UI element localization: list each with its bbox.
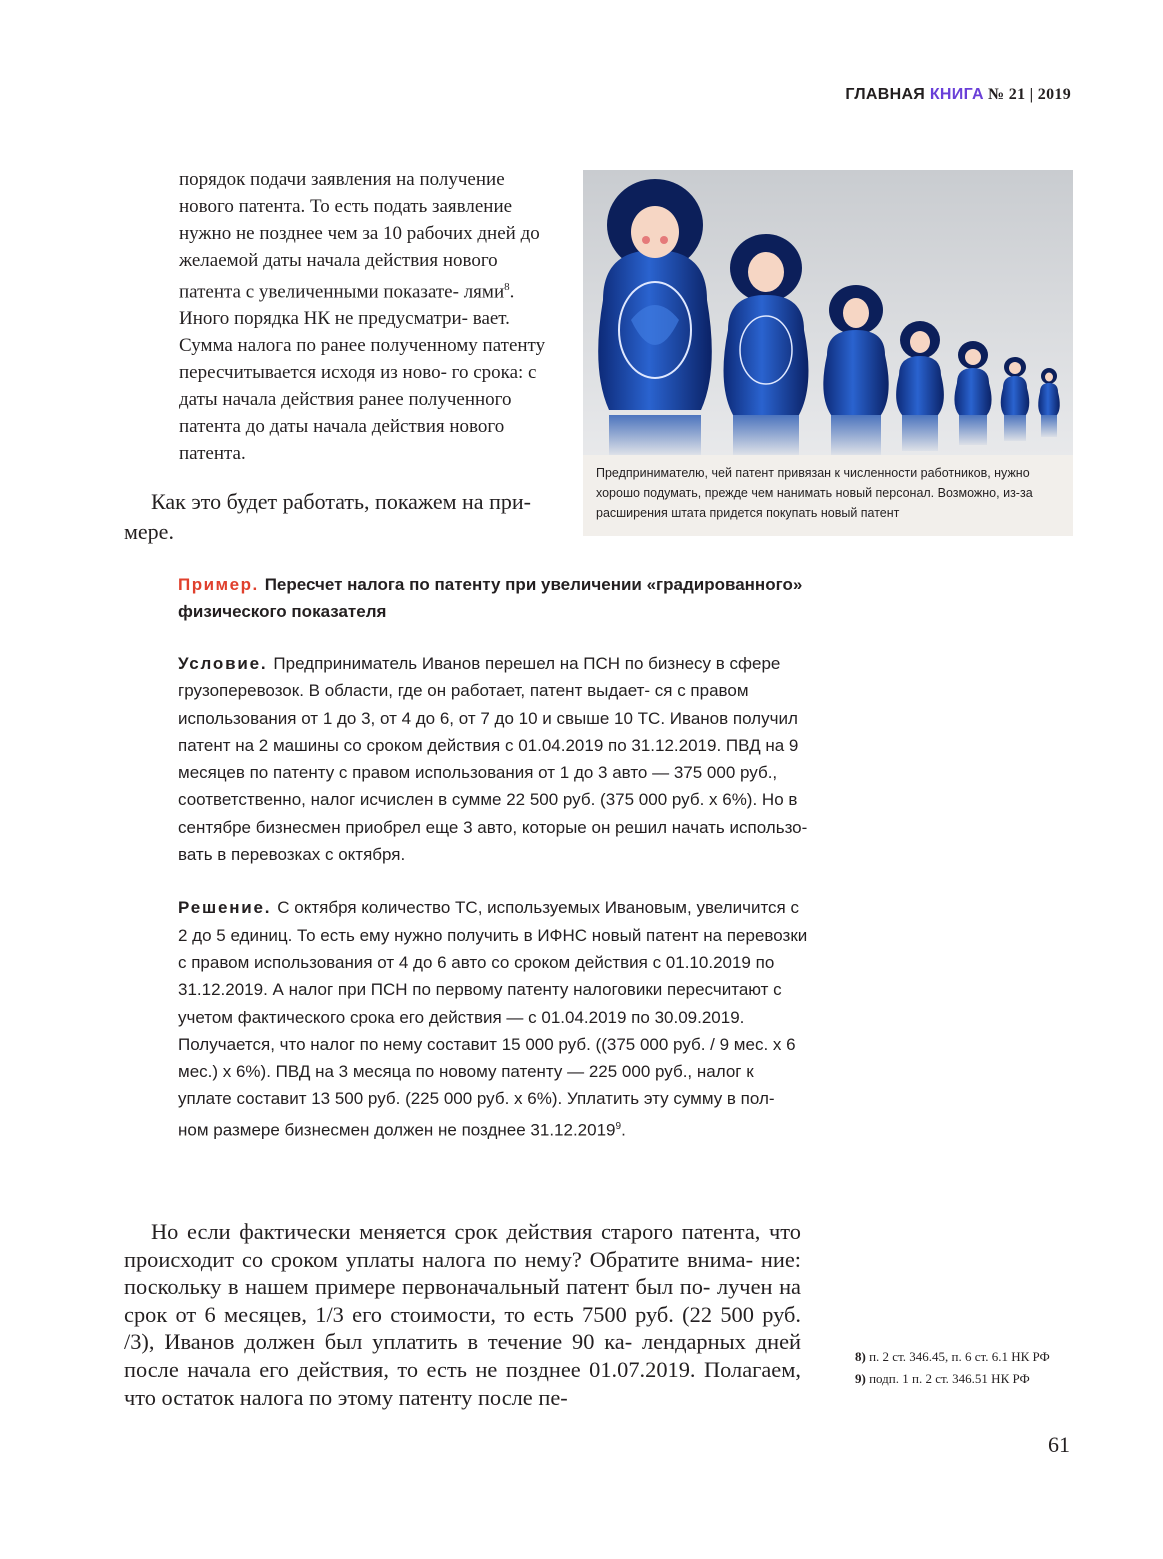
doll-2 [724, 234, 809, 415]
example-heading: Пересчет налога по патенту при увеличении «градированного» физического показателя [178, 575, 803, 621]
body-paragraph: Но если фактически меняется срок действия старого патента, что происходит со сроком уплаты налога по нему? Обратите внима- ние: поскольку в нашем примере первоначальный патент был по- лучен на срок от 6 месяцев, 1/3 его стоимости, то есть 7500 руб. (22 500 руб. /3), Иванов должен был уплатить в течение 90 ка- лендарных дней после начала его действия, то есть не позднее 01.07.2019. Полагаем, что остаток налога по этому патенту после пе- [124, 1219, 801, 1410]
header-title-accent: КНИГА [929, 86, 984, 103]
example-label: Пример. [178, 575, 259, 594]
example-solution [178, 894, 808, 1143]
example-condition [178, 650, 808, 868]
doll-7 [1038, 368, 1060, 415]
condition-label: Условие. [178, 654, 268, 673]
column-text-part1: порядок подачи заявления на получение нового патента. То есть подать заявление нужно не позднее чем за 10 рабочих дней до желаемой даты начала действия нового патента с увеличенными показате- лями [179, 169, 540, 303]
photo-caption: Предпринимателю, чей патент привязан к численности работников, нужно хорошо подумать, прежде чем нанимать новый персонал. Возможно, из-за расширения штата придется покупать новый патент [596, 466, 1033, 520]
column-text-part2: . Иного порядка НК не предусматри- вает. Сумма налога по ранее полученному патенту пересчитывается исходя из ново- го срока: с даты начала действия ранее полученного патента до даты начала действия нового патента. [179, 281, 546, 465]
photo-block [583, 170, 1073, 536]
running-header [845, 86, 1071, 104]
column-text [179, 166, 547, 467]
example-block [178, 571, 808, 1144]
page-number: 61 [1048, 1432, 1070, 1457]
footnote-8 [855, 1348, 1085, 1366]
solution-text: С октября количество ТС, используемых Ивановым, увеличится с 2 до 5 единиц. То есть ему нужно получить в ИФНС новый патент на перевозки с правом использования от 4 до 6 авто со сроком действия с 01.10.2019 по 31.12.2019. А налог при ПСН по первому патенту налоговики пересчитают с учетом фактического срока его действия — с 01.04.2019 по 30.09.2019. Получается, что налог по нему составит 15 000 руб. ((375 000 руб. / 9 мес. х 6 мес.) х 6%). ПВД на 3 месяца по новому патенту — 225 000 руб., налог к уплате составит 13 500 руб. (225 000 руб. х 6%). Уплатить эту сумму в пол- ном размере бизнесмен должен не позднее 31.12.2019 [178, 898, 808, 1140]
column-paragraph [179, 166, 547, 467]
solution-end: . [621, 1120, 626, 1140]
footnote-ref-8: 8 [504, 281, 510, 293]
solution-label: Решение. [178, 898, 272, 918]
example-title [178, 571, 808, 625]
footnote-9-text: подп. 1 п. 2 ст. 346.51 НК РФ [869, 1371, 1030, 1386]
footnote-8-text: п. 2 ст. 346.45, п. 6 ст. 6.1 НК РФ [869, 1349, 1050, 1364]
footnotes [855, 1348, 1085, 1388]
footnote-9 [855, 1370, 1085, 1388]
doll-3 [823, 285, 888, 415]
matryoshka-photo [583, 170, 1073, 455]
doll-5 [954, 341, 991, 415]
footnote-8-number: 8) [855, 1349, 866, 1364]
footnote-ref-9: 9 [615, 1120, 622, 1132]
doll-4 [896, 321, 944, 415]
doll-large [598, 179, 712, 410]
footnote-9-number: 9) [855, 1371, 866, 1386]
header-title: ГЛАВНАЯ [845, 86, 930, 103]
intro-paragraph: Как это будет работать, покажем на при- мере. [124, 489, 531, 544]
doll-6 [1001, 357, 1030, 415]
header-issue: № 21 | 2019 [983, 86, 1071, 103]
condition-text: Предприниматель Иванов перешел на ПСН по бизнесу в сфере грузоперевозок. В области, где он работает, патент выдает- ся с правом использования от 1 до 3, от 4 до 6, от 7 до 10 и свыше 10 ТС. Иванов получил патент на 2 машины со сроком действия с 01.04.2019 по 31.12.2019. ПВД на 9 месяцев по патенту с правом использования от 1 до 3 авто — 375 000 руб., соответственно, налог исчислен в сумме 22 500 руб. (375 000 руб. х 6%). Но в сентябре бизнесмен приобрел еще 3 авто, которые он решил начать использо- вать в перевозках с октября. [178, 654, 808, 865]
